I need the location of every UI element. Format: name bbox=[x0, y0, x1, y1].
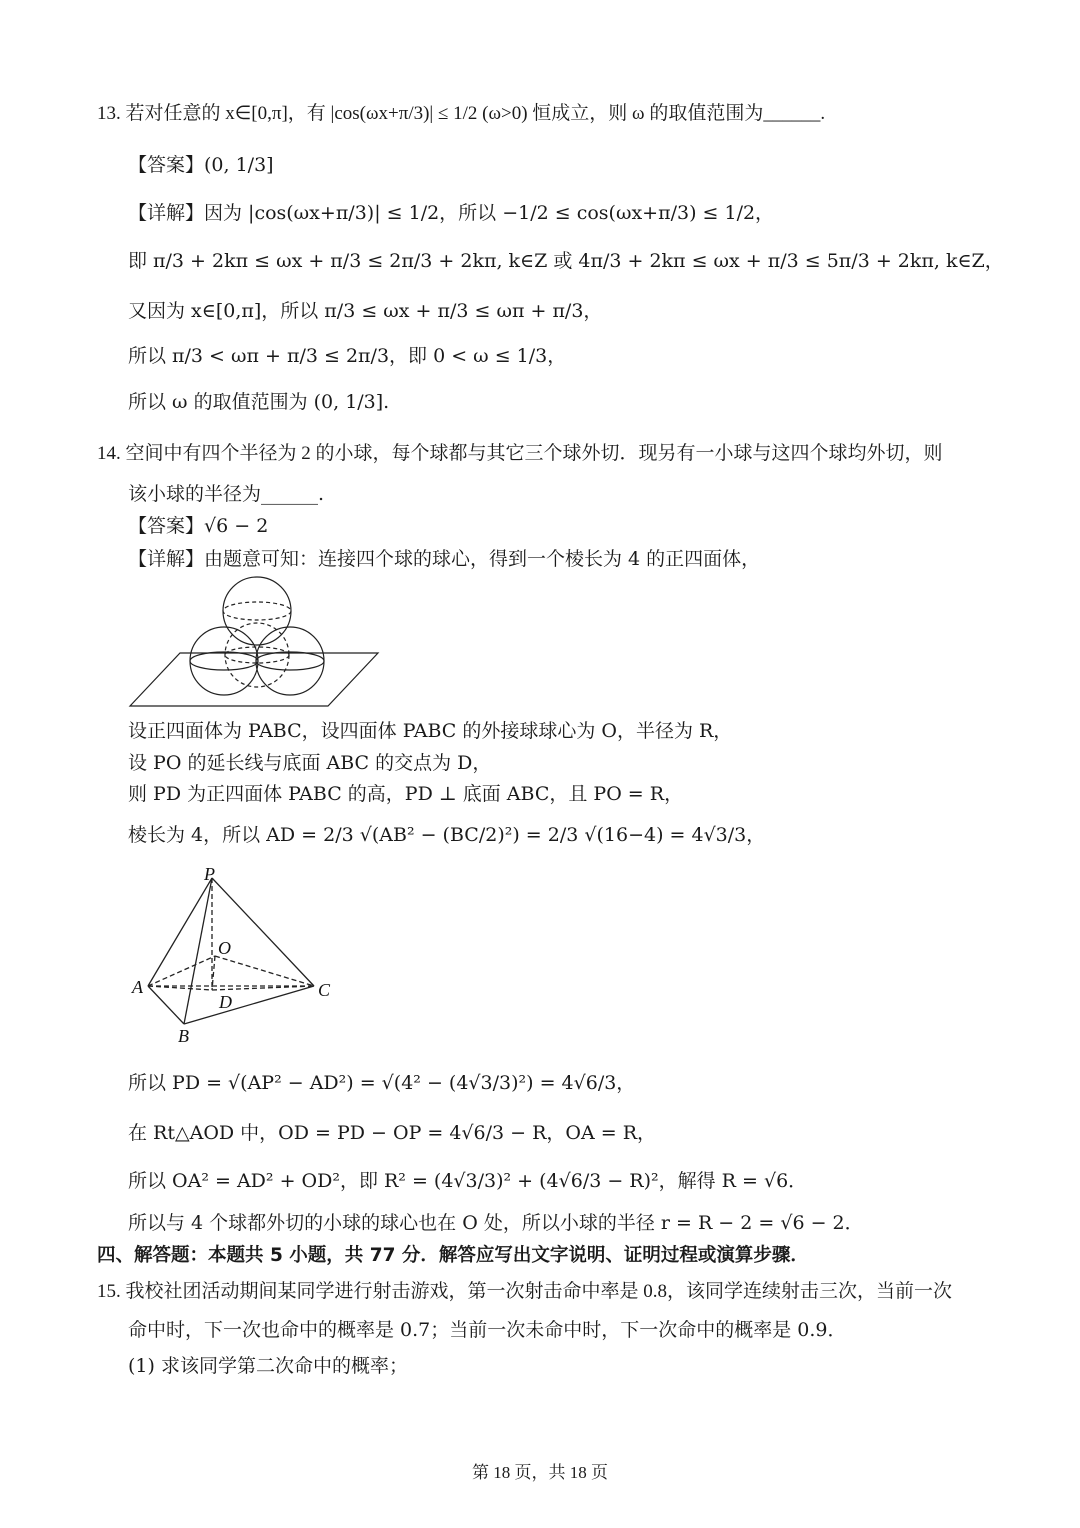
spheres-figure bbox=[128, 572, 388, 712]
q13-solution-line-4: 所以 π/3 < ωπ + π/3 ≤ 2π/3，即 0 < ω ≤ 1/3， bbox=[128, 345, 567, 367]
top-sphere bbox=[223, 577, 291, 645]
label-B: B bbox=[178, 1026, 189, 1046]
q15-stem-line-1: 15. 我校社团活动期间某同学进行射击游戏，第一次射击命中率是 0.8，该同学连续射击三次，当前一次 bbox=[97, 1281, 953, 1302]
page-footer: 第 18 页，共 18 页 bbox=[472, 1463, 608, 1482]
q13-answer: 【答案】(0, 1/3] bbox=[128, 154, 274, 176]
tetrahedron-figure bbox=[128, 866, 348, 1046]
q15-stem-line-2: 命中时，下一次也命中的概率是 0.7；当前一次未命中时，下一次命中的概率是 0.9． bbox=[128, 1319, 847, 1341]
q13-solution-line-5: 所以 ω 的取值范围为 (0, 1/3]. bbox=[128, 391, 390, 413]
q15-part-1: (1) 求该同学第二次命中的概率； bbox=[128, 1355, 408, 1377]
q14-solution-line-8: 所以 OA² = AD² + OD²，即 R² = (4√3/3)² + (4√6/3 − R)²，解得 R = √6． bbox=[128, 1170, 808, 1192]
label-A: A bbox=[132, 977, 143, 997]
q14-solution-line-9: 所以与 4 个球都外切的小球的球心也在 O 处，所以小球的半径 r = R − 2 = √6 − 2． bbox=[128, 1212, 864, 1234]
q13-solution-line-2: 即 π/3 + 2kπ ≤ ωx + π/3 ≤ 2π/3 + 2kπ, k∈Z 或 4π/3 + 2kπ ≤ ωx + π/3 ≤ 5π/3 + 2kπ, k∈Z， bbox=[128, 250, 1004, 272]
label-O: O bbox=[218, 938, 231, 958]
q14-solution-line-4: 则 PD 为正四面体 PABC 的高，PD ⊥ 底面 ABC，且 PO = R， bbox=[128, 783, 684, 805]
q13-stem: 13. 若对任意的 x∈[0,π]，有 |cos(ωx+π/3)| ≤ 1/2 (ω>0) 恒成立，则 ω 的取值范围为______. bbox=[97, 103, 826, 124]
q14-solution-line-2: 设正四面体为 PABC，设四面体 PABC 的外接球球心为 O，半径为 R， bbox=[128, 720, 733, 742]
q14-solution-line-7: 在 Rt△AOD 中，OD = PD − OP = 4√6/3 − R，OA = R， bbox=[128, 1122, 657, 1144]
section-heading: 四、解答题：本题共 5 小题，共 77 分．解答应写出文字说明、证明过程或演算步骤． bbox=[97, 1245, 809, 1266]
q14-solution-line-3: 设 PO 的延长线与底面 ABC 的交点为 D， bbox=[128, 752, 492, 774]
left-sphere bbox=[190, 627, 258, 695]
q14-solution-line-5: 棱长为 4，所以 AD = 2/3 √(AB² − (BC/2)²) = 2/3 √(16−4) = 4√3/3， bbox=[128, 824, 766, 846]
right-sphere bbox=[256, 627, 324, 695]
label-C: C bbox=[318, 980, 331, 1000]
q13-solution-line-1: 【详解】因为 |cos(ωx+π/3)| ≤ 1/2，所以 −1/2 ≤ cos(ωx+π/3) ≤ 1/2， bbox=[128, 202, 775, 224]
q13-solution-line-3: 又因为 x∈[0,π]，所以 π/3 ≤ ωx + π/3 ≤ ωπ + π/3， bbox=[128, 300, 603, 322]
q14-stem-line-1: 14. 空间中有四个半径为 2 的小球，每个球都与其它三个球外切．现另有一小球与这四个球均外切，则 bbox=[97, 443, 943, 464]
q14-solution-line-6: 所以 PD = √(AP² − AD²) = √(4² − (4√3/3)²) = 4√6/3， bbox=[128, 1072, 636, 1094]
q14-answer: 【答案】√6 − 2 bbox=[128, 515, 269, 537]
plane-parallelogram bbox=[130, 653, 378, 706]
label-D: D bbox=[219, 992, 232, 1012]
q14-solution-line-1: 【详解】由题意可知：连接四个球的球心，得到一个棱长为 4 的正四面体， bbox=[128, 548, 761, 570]
q14-stem-line-2: 该小球的半径为______. bbox=[128, 483, 325, 505]
label-P: P bbox=[204, 866, 215, 884]
